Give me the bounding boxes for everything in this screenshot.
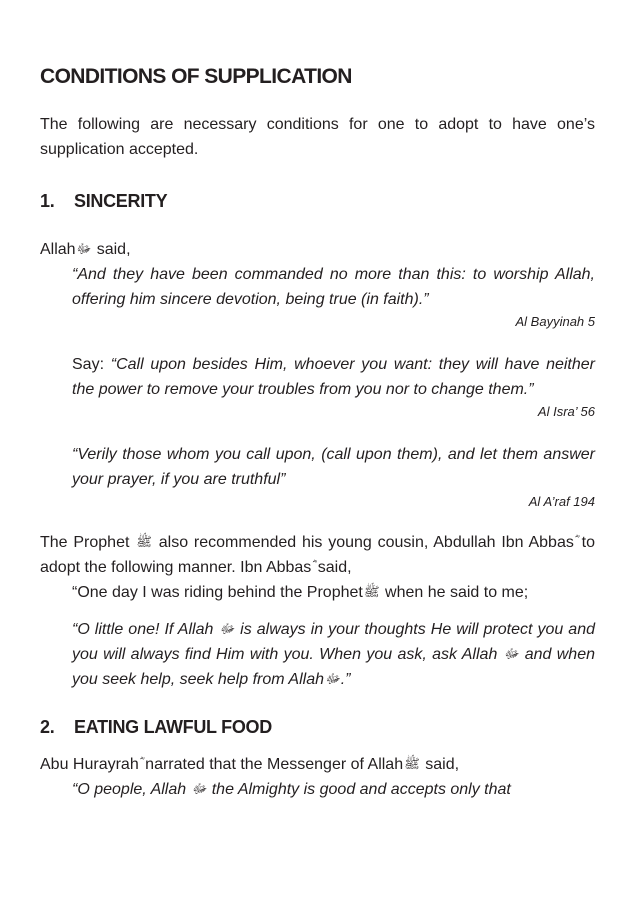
quote-reference: Al Isra’ 56 [537, 404, 595, 419]
section-1-title: SINCERITY [74, 191, 168, 211]
section-2-title: EATING LAWFUL FOOD [74, 717, 272, 737]
quote-block-3 [40, 442, 595, 512]
text-run: narrated that the Messenger of Allah [140, 756, 404, 773]
text-run: when he said to me; [380, 584, 529, 601]
allah-said-before: Allah [40, 241, 76, 258]
quote-text [72, 352, 595, 402]
prophet-seal-icon: ﷺ [136, 534, 152, 549]
abu-hurayrah-line [40, 752, 595, 777]
quote-reference: Al A’raf 194 [528, 494, 595, 509]
allah-seal-icon: ﷻ [76, 241, 92, 256]
quote-block-1 [40, 262, 595, 332]
quote-lead: Say: [72, 356, 111, 373]
prophet-paragraph [40, 530, 595, 580]
allah-seal-icon: ﷻ [191, 781, 207, 796]
text-run: said, [420, 756, 460, 773]
section-1-heading [40, 188, 595, 214]
section-1-number: 1. [40, 191, 55, 211]
text-run: the Almighty is good and accepts only that [207, 781, 511, 798]
allah-seal-icon: ﷻ [219, 621, 235, 636]
page-title: CONDITIONS OF SUPPLICATION [40, 65, 352, 88]
allah-seal-icon: ﷻ [325, 671, 340, 686]
allah-said-after: said, [92, 241, 131, 258]
allah-seal-icon: ﷻ [503, 646, 519, 661]
riding-quote-block [40, 580, 595, 605]
text-run: Abu Hurayrah [40, 756, 139, 773]
little-one-quote-block [40, 617, 595, 692]
section-2-number: 2. [40, 717, 55, 737]
allah-said-line [40, 237, 595, 262]
riding-quote [72, 580, 595, 605]
o-people-quote [72, 777, 595, 802]
text-run: to adopt the following manner. Ibn Abbas [40, 534, 596, 576]
text-run: “O people, Allah [72, 781, 187, 798]
o-people-quote-block [40, 777, 595, 802]
text-run: “One day I was riding behind the Prophet [72, 584, 363, 601]
text-run: said, [313, 559, 352, 576]
text-run: also recommended his young cousin, Abdullah Ibn Abbas [152, 534, 574, 551]
prophet-seal-icon: ﷺ [404, 756, 420, 771]
section-2-heading [40, 714, 595, 740]
quote-text: “Verily those whom you call upon, (call upon them), and let them answer your prayer, if you are truthful” [72, 446, 595, 488]
text-run: is always in your thoughts He will protect you and you will always find Him with you. When you ask, ask Allah [72, 621, 595, 663]
little-one-quote [72, 617, 595, 692]
page-content [40, 62, 595, 802]
text-run: “O little one! If Allah [72, 621, 214, 638]
quote-block-2 [40, 352, 595, 422]
text-run: .” [340, 671, 351, 688]
quote-body: “Call upon besides Him, whoever you want: they will have neither the power to remove your troubles from you nor to change them.” [72, 356, 595, 398]
quote-text: “And they have been commanded no more than this: to worship Allah, offering him sincere devotion, being true (in faith).” [72, 266, 595, 308]
intro-paragraph: The following are necessary conditions for one to adopt to have one’s supplication accepted. [40, 116, 595, 158]
quote-reference: Al Bayyinah 5 [515, 314, 595, 329]
text-run: The Prophet [40, 534, 130, 551]
text-run: and when you seek help, seek help from Allah [72, 646, 595, 688]
prophet-seal-icon: ﷺ [363, 584, 380, 599]
